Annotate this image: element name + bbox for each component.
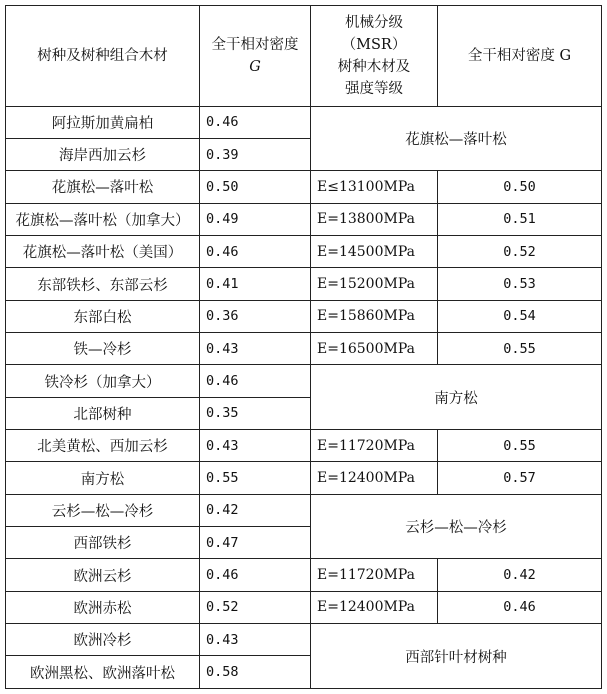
msr-grade-cell: E=12400MPa [311, 591, 438, 623]
density-cell: 0.39 [200, 138, 311, 170]
table-row [6, 106, 602, 138]
density-cell: 0.36 [200, 300, 311, 332]
species-cell: 海岸西加云杉 [6, 138, 200, 170]
msr-grade-cell: E=16500MPa [311, 333, 438, 365]
species-cell: 花旗松—落叶松（美国） [6, 236, 200, 268]
msr-grade-cell: E=11720MPa [311, 559, 438, 591]
msr-grade-cell: E=12400MPa [311, 462, 438, 494]
msr-density-cell: 0.53 [438, 268, 602, 300]
header-density-label: 全干相对密度 [211, 36, 299, 53]
group-label-western: 西部针叶材树种 [311, 624, 602, 689]
density-cell: 0.35 [200, 397, 311, 429]
header-msr-density: 全干相对密度 G [438, 6, 602, 107]
density-cell: 0.46 [200, 365, 311, 397]
table-row [6, 203, 602, 235]
msr-density-cell: 0.55 [438, 333, 602, 365]
header-species: 树种及树种组合木材 [6, 6, 200, 107]
msr-grade-cell: E=13800MPa [311, 203, 438, 235]
density-cell: 0.43 [200, 333, 311, 365]
msr-density-cell: 0.50 [438, 171, 602, 203]
msr-density-cell: 0.46 [438, 591, 602, 623]
species-cell: 西部铁杉 [6, 527, 200, 559]
group-label-douglas: 花旗松—落叶松 [311, 106, 602, 171]
msr-density-cell: 0.52 [438, 236, 602, 268]
msr-grade-cell: E=15200MPa [311, 268, 438, 300]
table-row [6, 494, 602, 526]
msr-grade-cell: E=14500MPa [311, 236, 438, 268]
table-row [6, 462, 602, 494]
group-label-spf: 云杉—松—冷杉 [311, 494, 602, 559]
msr-grade-cell: E=11720MPa [311, 430, 438, 462]
density-cell: 0.43 [200, 430, 311, 462]
msr-grade-cell: E≤13100MPa [311, 171, 438, 203]
species-cell: 铁冷杉（加拿大） [6, 365, 200, 397]
msr-density-cell: 0.54 [438, 300, 602, 332]
header-row [6, 6, 602, 107]
header-msr-line3: 强度等级 [345, 80, 403, 97]
species-cell: 阿拉斯加黄扁柏 [6, 106, 200, 138]
species-cell: 花旗松—落叶松（加拿大） [6, 203, 200, 235]
density-cell: 0.55 [200, 462, 311, 494]
species-cell: 云杉—松—冷杉 [6, 494, 200, 526]
header-msr-line2: 树种木材及 [337, 58, 411, 75]
species-cell: 铁—冷杉 [6, 333, 200, 365]
species-cell: 北部树种 [6, 397, 200, 429]
msr-density-cell: 0.51 [438, 203, 602, 235]
density-cell: 0.42 [200, 494, 311, 526]
header-density [200, 6, 311, 107]
msr-density-cell: 0.55 [438, 430, 602, 462]
species-cell: 东部铁杉、东部云杉 [6, 268, 200, 300]
species-cell: 欧洲黑松、欧洲落叶松 [6, 656, 200, 689]
table-row [6, 268, 602, 300]
species-cell: 东部白松 [6, 300, 200, 332]
density-cell: 0.49 [200, 203, 311, 235]
group-label-southern: 南方松 [311, 365, 602, 430]
species-cell: 南方松 [6, 462, 200, 494]
density-cell: 0.43 [200, 624, 311, 656]
msr-grade-cell: E=15860MPa [311, 300, 438, 332]
species-cell: 欧洲云杉 [6, 559, 200, 591]
table-row [6, 236, 602, 268]
table-row [6, 591, 602, 623]
species-cell: 花旗松—落叶松 [6, 171, 200, 203]
header-density-symbol: G [249, 58, 261, 75]
density-cell: 0.46 [200, 236, 311, 268]
table-row [6, 430, 602, 462]
table-row [6, 300, 602, 332]
species-cell: 欧洲赤松 [6, 591, 200, 623]
table-row [6, 624, 602, 656]
density-cell: 0.50 [200, 171, 311, 203]
table-row [6, 171, 602, 203]
table-row [6, 333, 602, 365]
density-cell: 0.46 [200, 559, 311, 591]
density-cell: 0.52 [200, 591, 311, 623]
density-cell: 0.41 [200, 268, 311, 300]
density-cell: 0.58 [200, 656, 311, 689]
header-msr-line1: 机械分级（MSR） [341, 14, 407, 53]
density-cell: 0.47 [200, 527, 311, 559]
table-row [6, 559, 602, 591]
density-cell: 0.46 [200, 106, 311, 138]
msr-density-cell: 0.57 [438, 462, 602, 494]
msr-density-cell: 0.42 [438, 559, 602, 591]
species-cell: 欧洲冷杉 [6, 624, 200, 656]
header-msr [311, 6, 438, 107]
species-cell: 北美黄松、西加云杉 [6, 430, 200, 462]
density-table [5, 5, 602, 689]
table-row [6, 365, 602, 397]
